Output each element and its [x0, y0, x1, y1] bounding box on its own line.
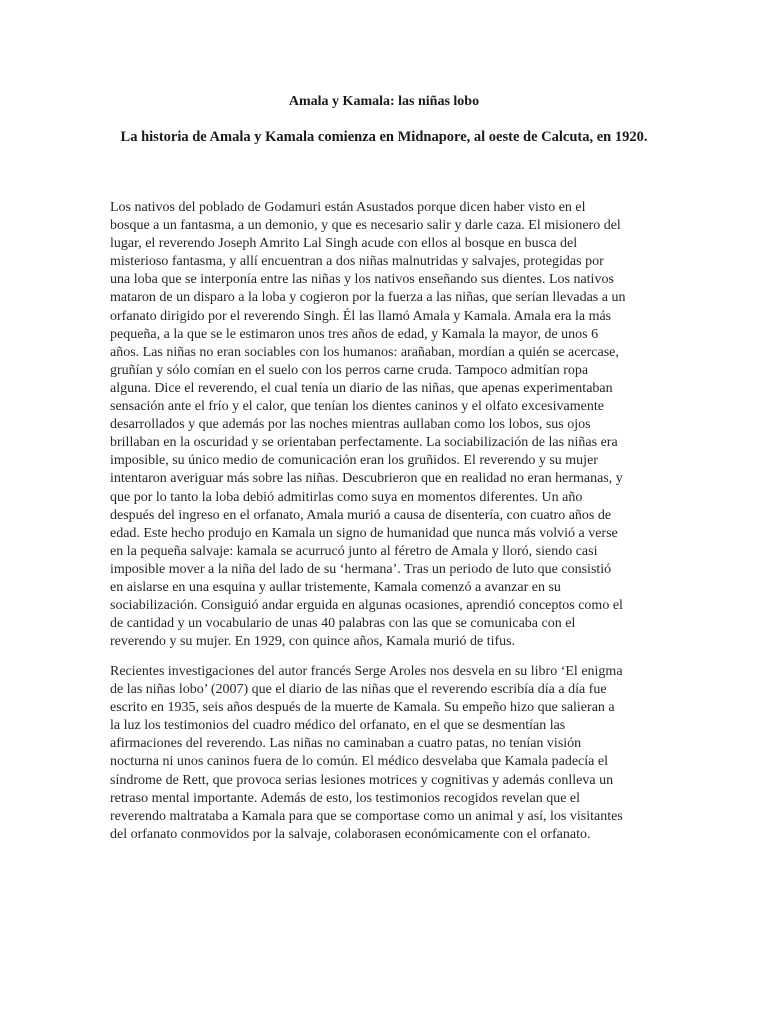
paragraph-2: [110, 663, 665, 844]
paragraph-line: Recientes investigaciones del autor francés Serge Aroles nos desvela en su libro ‘El enigma: [110, 664, 623, 679]
paragraph-line: sensación ante el frío y el calor, que tenían los dientes caninos y el olfato excesivamente: [110, 399, 604, 415]
paragraph-line: años. Las niñas no eran sociables con los humanos: arañaban, mordían a quién se acercase,: [110, 344, 619, 360]
document-subtitle: La historia de Amala y Kamala comienza en Midnapore, al oeste de Calcuta, en 1920.: [120, 129, 648, 145]
paragraph-line: después del ingreso en el orfanato, Amala murió a causa de disentería, con cuatro años de: [110, 507, 612, 523]
paragraph-line: pequeña, a la que se le estimaron unos tres años de edad, y Kamala la mayor, de unos 6: [110, 326, 599, 342]
paragraph-line: imposible mover a la niña del lado de su ‘hermana’. Tras un periodo de luto que consistió: [110, 561, 612, 577]
paragraph-1: [110, 199, 665, 651]
paragraph-line: orfanato dirigido por el reverendo Singh. Él las llamó Amala y Kamala. Amala era la más: [110, 308, 612, 324]
paragraph-line: de las niñas lobo’ (2007) que el diario de las niñas que el reverendo escribía día a día fue: [110, 682, 607, 698]
paragraph-line: escrito en 1935, seis años después de la muerte de Kamala. Su empeño hizo que salieran a: [110, 700, 615, 716]
paragraph-line: intentaron averiguar más sobre las niñas. Descubrieron que en realidad no eran hermanas, y: [110, 471, 623, 487]
paragraph-line: mataron de un disparo a la loba y cogieron por la fuerza a las niñas, que serían llevadas a un: [110, 290, 626, 306]
paragraph-line: del orfanato conmovidos por la salvaje, colaborasen económicamente con el orfanato.: [110, 826, 591, 842]
paragraph-line: de cantidad y un vocabulario de unas 40 palabras con las que se comunicaba con el: [110, 616, 576, 632]
paragraph-line: reverendo y su mujer. En 1929, con quince años, Kamala murió de tifus.: [110, 634, 516, 650]
paragraph-line: imposible, su único medio de comunicación eran los gruñidos. El reverendo y su mujer: [110, 453, 598, 469]
document-title: Amala y Kamala: las niñas lobo: [288, 94, 480, 109]
paragraph-line: misterioso fantasma, y allí encuentran a dos niñas malnutridas y salvajes, protegidas por: [110, 254, 604, 270]
paragraph-line: desarrollados y que además por las noches mientras aullaban como los lobos, sus ojos: [110, 417, 591, 433]
paragraph-line: una loba que se interponía entre las niñas y los nativos enseñando sus dientes. Los nativos: [110, 272, 614, 288]
paragraph-line: síndrome de Rett, que provoca serias lesiones motrices y cognitivas y además conlleva un: [110, 772, 614, 788]
paragraph-line: retraso mental importante. Además de esto, los testimonios recogidos revelan que el: [110, 790, 581, 806]
paragraph-line: que por lo tanto la loba debió admitirlas como suya en momentos diferentes. Un año: [110, 489, 583, 505]
paragraph-line: edad. Este hecho produjo en Kamala un signo de humanidad que nunca más volvió a verse: [110, 525, 618, 541]
paragraph-line: gruñían y sólo comían en el suelo con los perros carne cruda. Tampoco admitían ropa: [110, 362, 589, 378]
paragraph-line: nocturna ni unos caninos fuera de lo común. El médico desvelaba que Kamala padecía el: [110, 754, 608, 770]
paragraph-line: sociabilización. Consiguió andar erguida en algunas ocasiones, aprendió conceptos como el: [110, 598, 623, 614]
paragraph-line: Los nativos del poblado de Godamuri están Asustados porque dicen haber visto en el: [110, 200, 586, 215]
paragraph-line: en la pequeña salvaje: kamala se acurrucó junto al féretro de Amala y lloró, siendo casi: [110, 543, 598, 559]
paragraph-line: bosque a un fantasma, a un demonio, y que es necesario salir y darle caza. El misionero del: [110, 218, 621, 234]
paragraph-line: brillaban en la oscuridad y se orientaban perfectamente. La sociabilización de las niñas era: [110, 435, 618, 451]
paragraph-line: la luz los testimonios del cuadro médico del orfanato, en el que se desmentían las: [110, 718, 566, 734]
paragraph-line: afirmaciones del reverendo. Las niñas no caminaban a cuatro patas, no tenían visión: [110, 736, 582, 752]
paragraph-line: reverendo maltrataba a Kamala para que se comportase como un animal y así, los visitantes: [110, 808, 623, 824]
paragraph-line: en aislarse en una esquina y aullar tristemente, Kamala comenzó a avanzar en su: [110, 579, 561, 595]
paragraph-line: lugar, el reverendo Joseph Amrito Lal Singh acude con ellos al bosque en busca del: [110, 236, 578, 252]
paragraph-line: alguna. Dice el reverendo, el cual tenía un diario de las niñas, que apenas experimentaban: [110, 380, 613, 396]
